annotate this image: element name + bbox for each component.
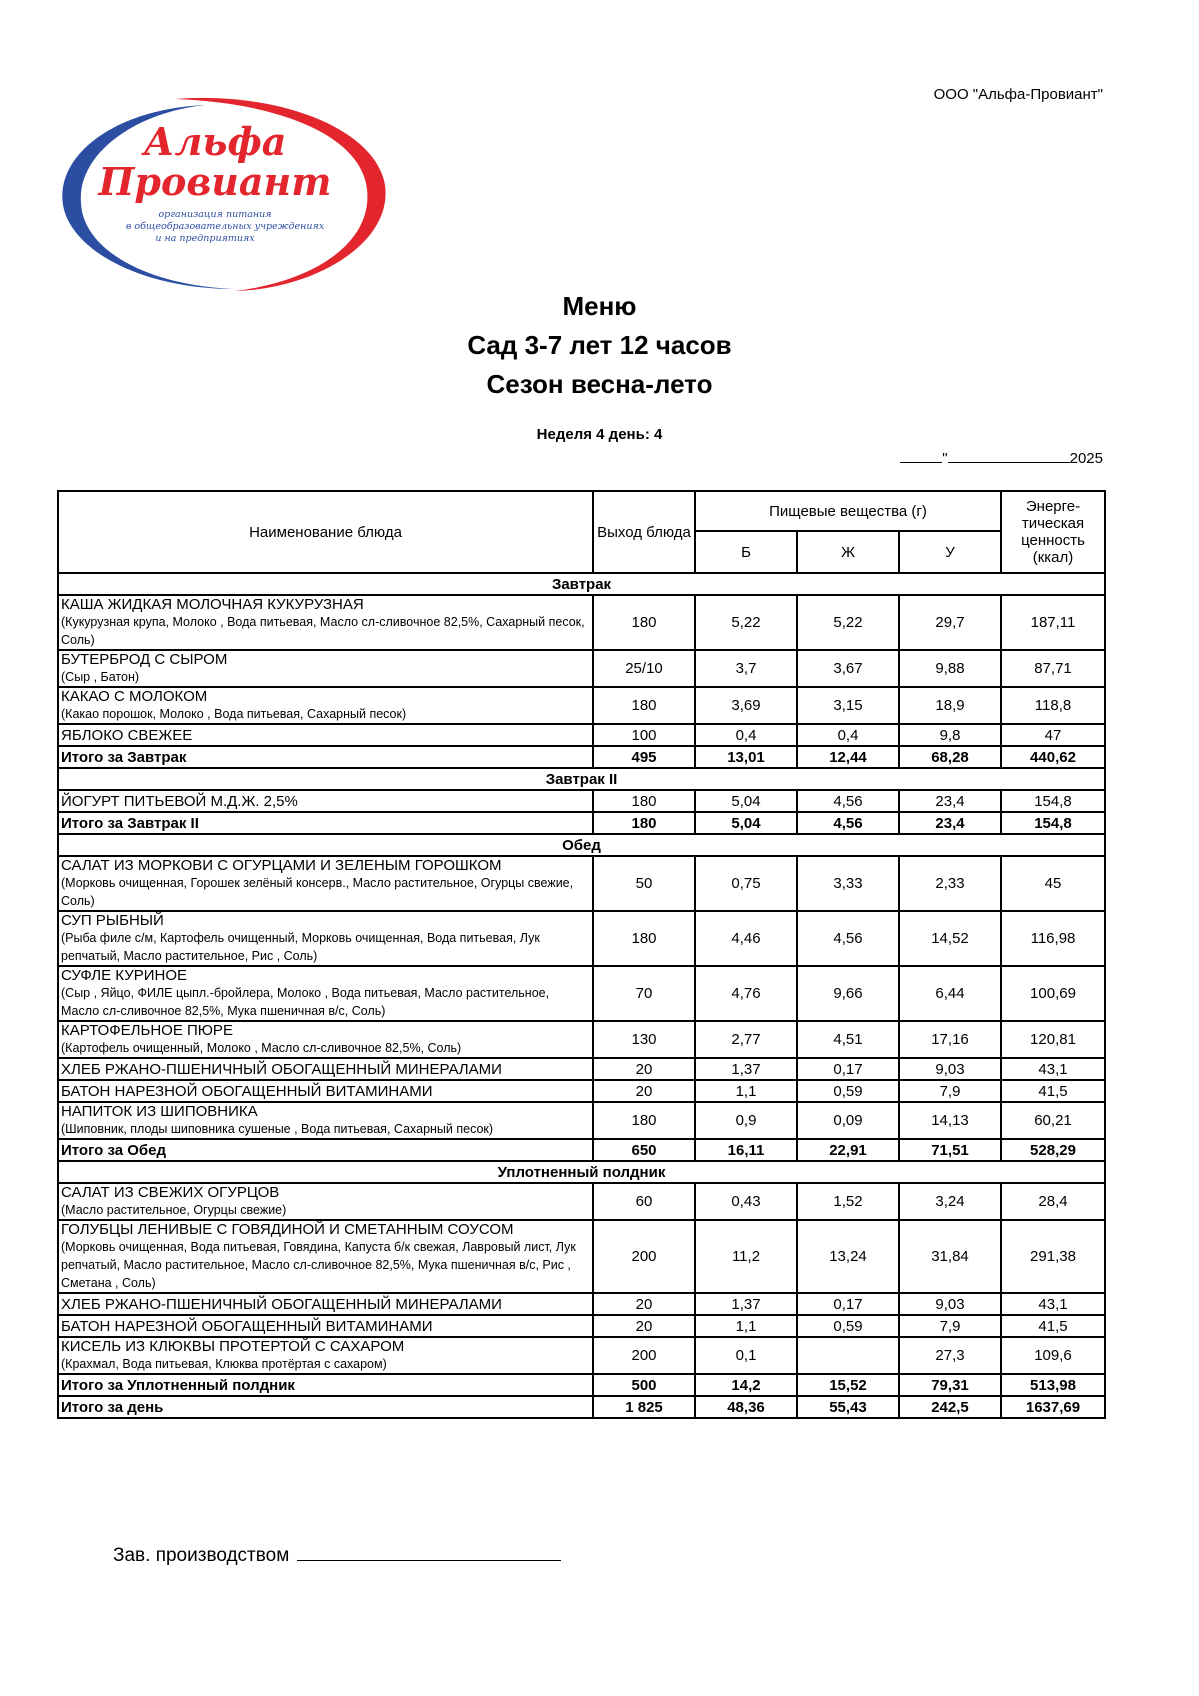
output-cell: 200 [593,1337,695,1374]
fat-cell: 55,43 [797,1396,899,1418]
energy-cell: 154,8 [1001,790,1105,812]
day-total-label: Итого за день [58,1396,593,1418]
dish-ingredients: (Морковь очищенная, Вода питьевая, Говядина, Капуста б/к свежая, Лавровый лист, Лук репчатый, Масло растительное, Масло сл-сливочное 82,5%, Мука пшеничная в/с, Рис , Сметана , Соль) [61,1240,576,1290]
energy-cell: 47 [1001,724,1105,746]
protein-cell: 5,04 [695,790,797,812]
output-cell: 180 [593,911,695,966]
output-cell: 180 [593,790,695,812]
dish-ingredients: (Сыр , Батон) [61,670,140,684]
fat-cell: 0,4 [797,724,899,746]
carbs-cell: 68,28 [899,746,1001,768]
energy-cell: 100,69 [1001,966,1105,1021]
dish-cell [58,966,593,1021]
section-title: Уплотненный полдник [58,1161,1105,1183]
day-total-row [58,1396,1105,1418]
header-carbs: У [899,531,1001,573]
output-cell: 50 [593,856,695,911]
protein-cell: 48,36 [695,1396,797,1418]
carbs-cell: 79,31 [899,1374,1001,1396]
table-row [58,1315,1105,1337]
menu-body [58,573,1105,1418]
energy-cell: 43,1 [1001,1058,1105,1080]
header-energy: Энерге-тическая ценность (ккал) [1001,491,1105,573]
section-total-row [58,1139,1105,1161]
fat-cell: 0,59 [797,1315,899,1337]
dish-name: БАТОН НАРЕЗНОЙ ОБОГАЩЕННЫЙ ВИТАМИНАМИ [61,1082,433,1100]
carbs-cell: 23,4 [899,790,1001,812]
dish-cell [58,1315,593,1337]
table-row [58,1058,1105,1080]
energy-cell: 118,8 [1001,687,1105,724]
output-cell: 60 [593,1183,695,1220]
fat-cell: 3,15 [797,687,899,724]
section-header [58,768,1105,790]
carbs-cell: 31,84 [899,1220,1001,1293]
energy-cell: 154,8 [1001,812,1105,834]
carbs-cell: 23,4 [899,812,1001,834]
energy-cell: 120,81 [1001,1021,1105,1058]
table-row [58,790,1105,812]
output-cell: 130 [593,1021,695,1058]
dish-name: СУФЛЕ КУРИНОЕ [61,967,188,984]
protein-cell: 16,11 [695,1139,797,1161]
output-cell: 180 [593,1102,695,1139]
dish-name: САЛАТ ИЗ СВЕЖИХ ОГУРЦОВ [61,1184,280,1201]
output-cell: 20 [593,1080,695,1102]
page-subtitle-season: Сезон весна-лето [486,369,713,399]
fat-cell: 1,52 [797,1183,899,1220]
fat-cell: 0,17 [797,1058,899,1080]
dish-ingredients: (Масло растительное, Огурцы свежие) [61,1203,287,1217]
table-row [58,856,1105,911]
dish-cell [58,1220,593,1293]
carbs-cell: 18,9 [899,687,1001,724]
output-cell: 100 [593,724,695,746]
table-row [58,687,1105,724]
page-title: Меню [562,291,637,321]
dish-name: КАРТОФЕЛЬНОЕ ПЮРЕ [61,1022,233,1039]
table-row [58,1183,1105,1220]
section-header [58,573,1105,595]
carbs-cell: 9,88 [899,650,1001,687]
logo-line2: Провиант [98,159,332,204]
section-title: Обед [58,834,1105,856]
dish-name: ЙОГУРТ ПИТЬЕВОЙ М.Д.Ж. 2,5% [61,792,298,810]
carbs-cell: 27,3 [899,1337,1001,1374]
protein-cell: 5,04 [695,812,797,834]
header-output: Выход блюда [593,491,695,573]
dish-name: НАПИТОК ИЗ ШИПОВНИКА [61,1103,258,1120]
table-row [58,1080,1105,1102]
dish-name: БУТЕРБРОД С СЫРОМ [61,651,228,668]
dish-cell [58,911,593,966]
protein-cell: 1,1 [695,1080,797,1102]
protein-cell: 11,2 [695,1220,797,1293]
fat-cell: 0,09 [797,1102,899,1139]
dish-cell [58,1058,593,1080]
dish-name: КАША ЖИДКАЯ МОЛОЧНАЯ КУКУРУЗНАЯ [61,596,364,613]
total-label: Итого за Завтрак II [58,812,593,834]
fat-cell [797,1337,899,1374]
table-row [58,650,1105,687]
dish-name: БАТОН НАРЕЗНОЙ ОБОГАЩЕННЫЙ ВИТАМИНАМИ [61,1317,433,1335]
fat-cell: 3,67 [797,650,899,687]
carbs-cell: 9,03 [899,1293,1001,1315]
output-cell: 25/10 [593,650,695,687]
dish-cell [58,790,593,812]
energy-cell: 109,6 [1001,1337,1105,1374]
dish-name: ЯБЛОКО СВЕЖЕЕ [61,726,193,744]
header-fat: Ж [797,531,899,573]
carbs-cell: 7,9 [899,1080,1001,1102]
dish-cell [58,1102,593,1139]
date-line [900,448,1103,467]
svg-text:и на предприятиях: и на предприятиях [155,233,255,244]
dish-ingredients: (Сыр , Яйцо, ФИЛЕ цыпл.-бройлера, Молоко , Вода питьевая, Масло растительное, Масло сл-сливочное 82,5%, Мука пшеничная в/с, Соль) [61,986,550,1018]
carbs-cell: 6,44 [899,966,1001,1021]
dish-ingredients: (Кукурузная крупа, Молоко , Вода питьевая, Масло сл-сливочное 82,5%, Сахарный песок, Соль) [61,615,585,647]
logo-line1: Альфа [143,119,287,164]
fat-cell: 13,24 [797,1220,899,1293]
date-month-blank [948,448,1070,463]
protein-cell: 0,1 [695,1337,797,1374]
fat-cell: 15,52 [797,1374,899,1396]
page-subtitle-age: Сад 3-7 лет 12 часов [467,330,732,360]
section-total-row [58,746,1105,768]
energy-cell: 60,21 [1001,1102,1105,1139]
signature-line [297,1542,561,1561]
total-label: Итого за Завтрак [58,746,593,768]
date-day-blank [900,448,942,463]
carbs-cell: 2,33 [899,856,1001,911]
protein-cell: 0,75 [695,856,797,911]
fat-cell: 5,22 [797,595,899,650]
dish-ingredients: (Морковь очищенная, Горошек зелёный консерв., Масло растительное, Огурцы свежие, Соль) [61,876,574,908]
energy-cell: 528,29 [1001,1139,1105,1161]
energy-cell: 41,5 [1001,1080,1105,1102]
dish-cell [58,1183,593,1220]
date-year: 2025 [1069,450,1103,467]
company-logo [55,93,390,293]
output-cell: 1 825 [593,1396,695,1418]
section-title: Завтрак II [58,768,1105,790]
carbs-cell: 29,7 [899,595,1001,650]
protein-cell: 2,77 [695,1021,797,1058]
output-cell: 200 [593,1220,695,1293]
energy-cell: 1637,69 [1001,1396,1105,1418]
header-protein: Б [695,531,797,573]
energy-cell: 87,71 [1001,650,1105,687]
fat-cell: 4,56 [797,790,899,812]
protein-cell: 4,46 [695,911,797,966]
output-cell: 500 [593,1374,695,1396]
protein-cell: 3,7 [695,650,797,687]
dish-cell [58,1080,593,1102]
dish-ingredients: (Рыба филе с/м, Картофель очищенный, Морковь очищенная, Вода питьевая, Лук репчатый, Масло растительное, Рис , Соль) [61,931,540,963]
fat-cell: 12,44 [797,746,899,768]
table-row [58,911,1105,966]
dish-cell [58,650,593,687]
table-row [58,1293,1105,1315]
energy-cell: 187,11 [1001,595,1105,650]
carbs-cell: 7,9 [899,1315,1001,1337]
energy-cell: 45 [1001,856,1105,911]
carbs-cell: 9,8 [899,724,1001,746]
dish-name: СУП РЫБНЫЙ [61,912,164,929]
dish-cell [58,595,593,650]
table-row [58,1102,1105,1139]
output-cell: 20 [593,1293,695,1315]
dish-cell [58,856,593,911]
date-quote: " [942,450,948,467]
output-cell: 180 [593,687,695,724]
protein-cell: 13,01 [695,746,797,768]
table-row [58,1021,1105,1058]
dish-cell [58,1021,593,1058]
protein-cell: 1,37 [695,1058,797,1080]
dish-name: КИСЕЛЬ ИЗ КЛЮКВЫ ПРОТЕРТОЙ С САХАРОМ [61,1338,405,1355]
fat-cell: 3,33 [797,856,899,911]
dish-cell [58,1293,593,1315]
company-name: ООО "Альфа-Провиант" [933,86,1103,103]
dish-name: ГОЛУБЦЫ ЛЕНИВЫЕ С ГОВЯДИНОЙ И СМЕТАННЫМ СОУСОМ [61,1221,514,1238]
header-dish-name: Наименование блюда [58,491,593,573]
protein-cell: 0,9 [695,1102,797,1139]
fat-cell: 9,66 [797,966,899,1021]
section-title: Завтрак [58,573,1105,595]
table-row [58,966,1105,1021]
carbs-cell: 14,52 [899,911,1001,966]
signature-block [113,1542,561,1567]
carbs-cell: 9,03 [899,1058,1001,1080]
fat-cell: 4,56 [797,911,899,966]
protein-cell: 0,4 [695,724,797,746]
energy-cell: 513,98 [1001,1374,1105,1396]
table-row [58,724,1105,746]
output-cell: 650 [593,1139,695,1161]
dish-name: КАКАО С МОЛОКОМ [61,688,208,705]
dish-cell [58,687,593,724]
dish-ingredients: (Какао порошок, Молоко , Вода питьевая, Сахарный песок) [61,707,407,721]
svg-text:организация питания: организация питания [158,209,272,220]
fat-cell: 4,51 [797,1021,899,1058]
table-row [58,1220,1105,1293]
section-total-row [58,812,1105,834]
dish-name: ХЛЕБ РЖАНО-ПШЕНИЧНЫЙ ОБОГАЩЕННЫЙ МИНЕРАЛАМИ [61,1060,502,1078]
carbs-cell: 3,24 [899,1183,1001,1220]
signature-label: Зав. производством [113,1545,290,1566]
energy-cell: 116,98 [1001,911,1105,966]
protein-cell: 1,1 [695,1315,797,1337]
dish-name: САЛАТ ИЗ МОРКОВИ С ОГУРЦАМИ И ЗЕЛЕНЫМ ГОРОШКОМ [61,857,502,874]
fat-cell: 4,56 [797,812,899,834]
menu-table [57,490,1106,1419]
protein-cell: 0,43 [695,1183,797,1220]
header-nutrients: Пищевые вещества (г) [695,491,1001,531]
energy-cell: 41,5 [1001,1315,1105,1337]
dish-cell [58,1337,593,1374]
fat-cell: 22,91 [797,1139,899,1161]
energy-cell: 291,38 [1001,1220,1105,1293]
carbs-cell: 71,51 [899,1139,1001,1161]
dish-ingredients: (Шиповник, плоды шиповника сушеные , Вода питьевая, Сахарный песок) [61,1122,494,1136]
table-row [58,1337,1105,1374]
carbs-cell: 14,13 [899,1102,1001,1139]
protein-cell: 1,37 [695,1293,797,1315]
output-cell: 180 [593,595,695,650]
dish-cell [58,724,593,746]
table-row [58,595,1105,650]
output-cell: 20 [593,1058,695,1080]
section-total-row [58,1374,1105,1396]
energy-cell: 440,62 [1001,746,1105,768]
output-cell: 495 [593,746,695,768]
total-label: Итого за Уплотненный полдник [58,1374,593,1396]
protein-cell: 4,76 [695,966,797,1021]
week-day-label: Неделя 4 день: 4 [536,426,663,443]
svg-text:в общеобразовательных учрежден: в общеобразовательных учреждениях [125,221,325,232]
fat-cell: 0,59 [797,1080,899,1102]
title-block [0,287,1199,404]
output-cell: 70 [593,966,695,1021]
energy-cell: 43,1 [1001,1293,1105,1315]
total-label: Итого за Обед [58,1139,593,1161]
dish-name: ХЛЕБ РЖАНО-ПШЕНИЧНЫЙ ОБОГАЩЕННЫЙ МИНЕРАЛАМИ [61,1295,502,1313]
protein-cell: 14,2 [695,1374,797,1396]
energy-cell: 28,4 [1001,1183,1105,1220]
output-cell: 20 [593,1315,695,1337]
output-cell: 180 [593,812,695,834]
carbs-cell: 17,16 [899,1021,1001,1058]
fat-cell: 0,17 [797,1293,899,1315]
dish-ingredients: (Картофель очищенный, Молоко , Масло сл-сливочное 82,5%, Соль) [61,1041,462,1055]
protein-cell: 5,22 [695,595,797,650]
dish-ingredients: (Крахмал, Вода питьевая, Клюква протёртая с сахаром) [61,1357,387,1371]
section-header [58,1161,1105,1183]
section-header [58,834,1105,856]
carbs-cell: 242,5 [899,1396,1001,1418]
protein-cell: 3,69 [695,687,797,724]
